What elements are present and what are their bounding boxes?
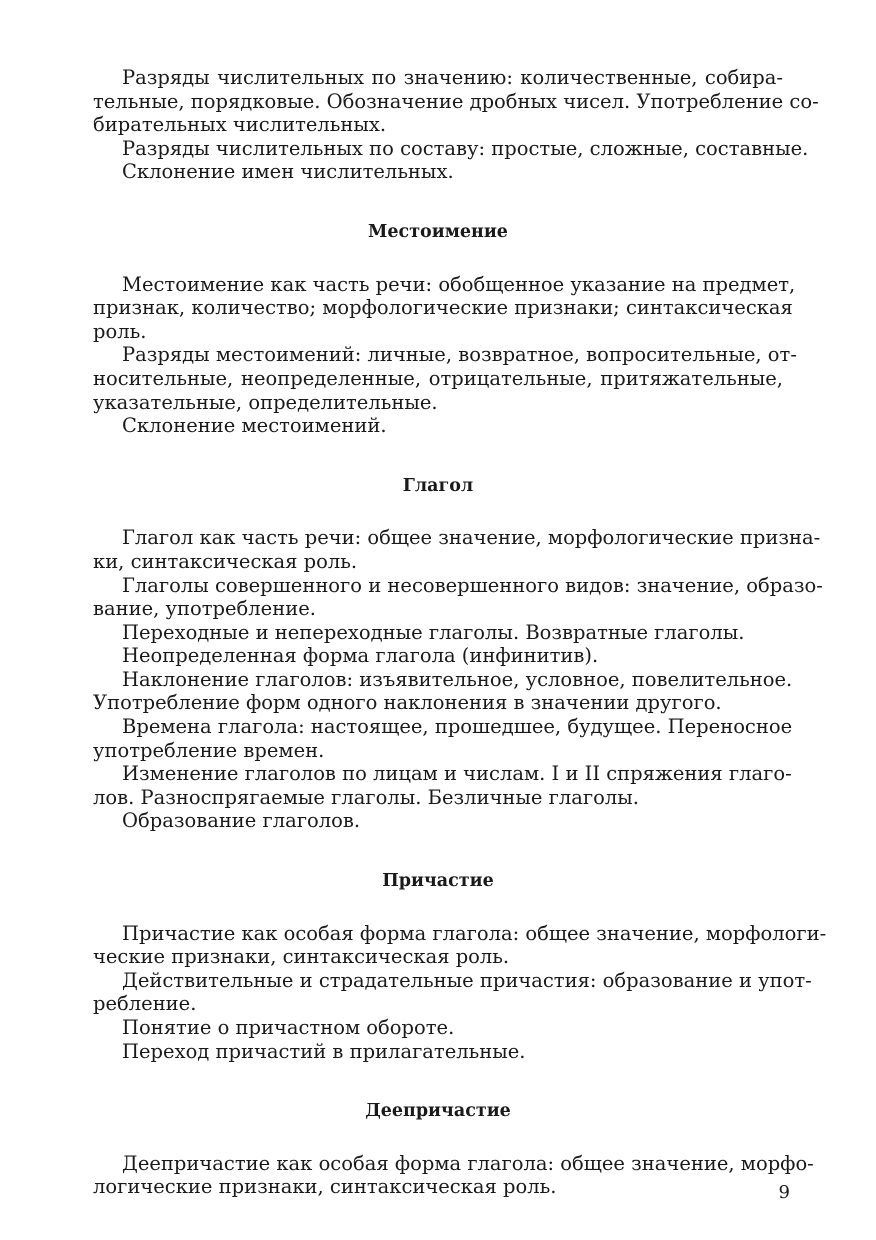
text-line: Склонение местоимений. <box>122 414 387 438</box>
section-heading: Глагол <box>402 475 474 496</box>
text-line: Разряды местоимений: личные, возвратное, вопросительные, от- <box>122 343 797 367</box>
intro-paragraph <box>93 160 783 184</box>
text-line: Глагол как часть речи: общее значение, морфологические призна- <box>122 526 821 550</box>
section-heading: Деепричастие <box>365 1101 511 1122</box>
section-heading: Причастие <box>382 871 494 892</box>
text-line: ребление. <box>93 992 197 1016</box>
text-line: Местоимение как часть речи: обобщенное указание на предмет, <box>122 272 796 296</box>
paragraph <box>93 809 783 833</box>
text-line: ки, синтаксическая роль. <box>93 549 358 573</box>
text-line: Деепричастие как особая форма глагола: общее значение, морфо- <box>122 1151 814 1175</box>
text-line: Употребление форм одного наклонения в значении другого. <box>93 691 722 715</box>
text-line: Действительные и страдательные причастия: образование и упот- <box>122 968 812 992</box>
text-line: вание, употребление. <box>93 597 316 621</box>
text-line: Склонение имен числительных. <box>122 160 454 184</box>
text-line: Изменение глаголов по лицам и числам. I и II спряжения глаго- <box>122 762 792 786</box>
text-line: бирательных числительных. <box>93 113 387 137</box>
paragraph <box>93 526 821 573</box>
paragraph <box>93 921 827 969</box>
text-line: употребление времен. <box>93 738 325 762</box>
text-line: Образование глаголов. <box>122 809 361 833</box>
page-number: 9 <box>778 1182 790 1203</box>
paragraph <box>93 968 812 1016</box>
intro-paragraph <box>93 136 809 161</box>
section-heading: Местоимение <box>368 221 508 242</box>
paragraph <box>93 715 793 762</box>
paragraph <box>93 621 783 645</box>
text-line: признак, количество; морфологические признаки; синтаксическая <box>93 296 793 320</box>
paragraph <box>93 343 797 414</box>
paragraph <box>93 762 792 809</box>
text-line: указательные, определительные. <box>93 390 438 414</box>
text-line: Переход причастий в прилагательные. <box>122 1039 526 1063</box>
text-line: Глаголы совершенного и несовершенного видов: значение, образо- <box>122 573 823 597</box>
text-line: Переходные и непереходные глаголы. Возвратные глаголы. <box>122 620 745 644</box>
text-line: роль. <box>93 319 147 343</box>
text-line: Разряды числительных по составу: простые, сложные, составные. <box>122 136 809 160</box>
paragraph <box>93 644 783 668</box>
text-line: Причастие как особая форма глагола: общее значение, морфологи- <box>122 921 827 945</box>
text-line: Неопределенная форма глагола (инфинитив). <box>122 644 599 668</box>
page-content <box>93 66 827 1199</box>
paragraph <box>93 414 783 438</box>
paragraph <box>93 1016 783 1040</box>
paragraph <box>93 1151 814 1199</box>
intro-paragraph <box>93 66 819 137</box>
text-line: тельные, порядковые. Обозначение дробных чисел. Употребление со- <box>93 89 819 113</box>
text-line: Наклонение глаголов: изъявительное, условное, повелительное. <box>122 667 793 691</box>
text-line: ческие признаки, синтаксическая роль. <box>93 945 510 969</box>
text-line: Времена глагола: настоящее, прошедшее, будущее. Переносное <box>122 715 793 739</box>
paragraph <box>93 1040 783 1064</box>
text-line: лов. Разноспрягаемые глаголы. Безличные глаголы. <box>93 785 639 809</box>
text-line: носительные, неопределенные, отрицательные, притяжательные, <box>93 366 783 390</box>
paragraph <box>93 272 796 344</box>
text-line: Понятие о причастном обороте. <box>122 1016 455 1039</box>
text-line: Разряды числительных по значению: количественные, собира- <box>122 66 783 89</box>
text-line: логические признаки, синтаксическая роль. <box>93 1175 557 1199</box>
paragraph <box>93 573 823 621</box>
paragraph <box>93 667 793 715</box>
